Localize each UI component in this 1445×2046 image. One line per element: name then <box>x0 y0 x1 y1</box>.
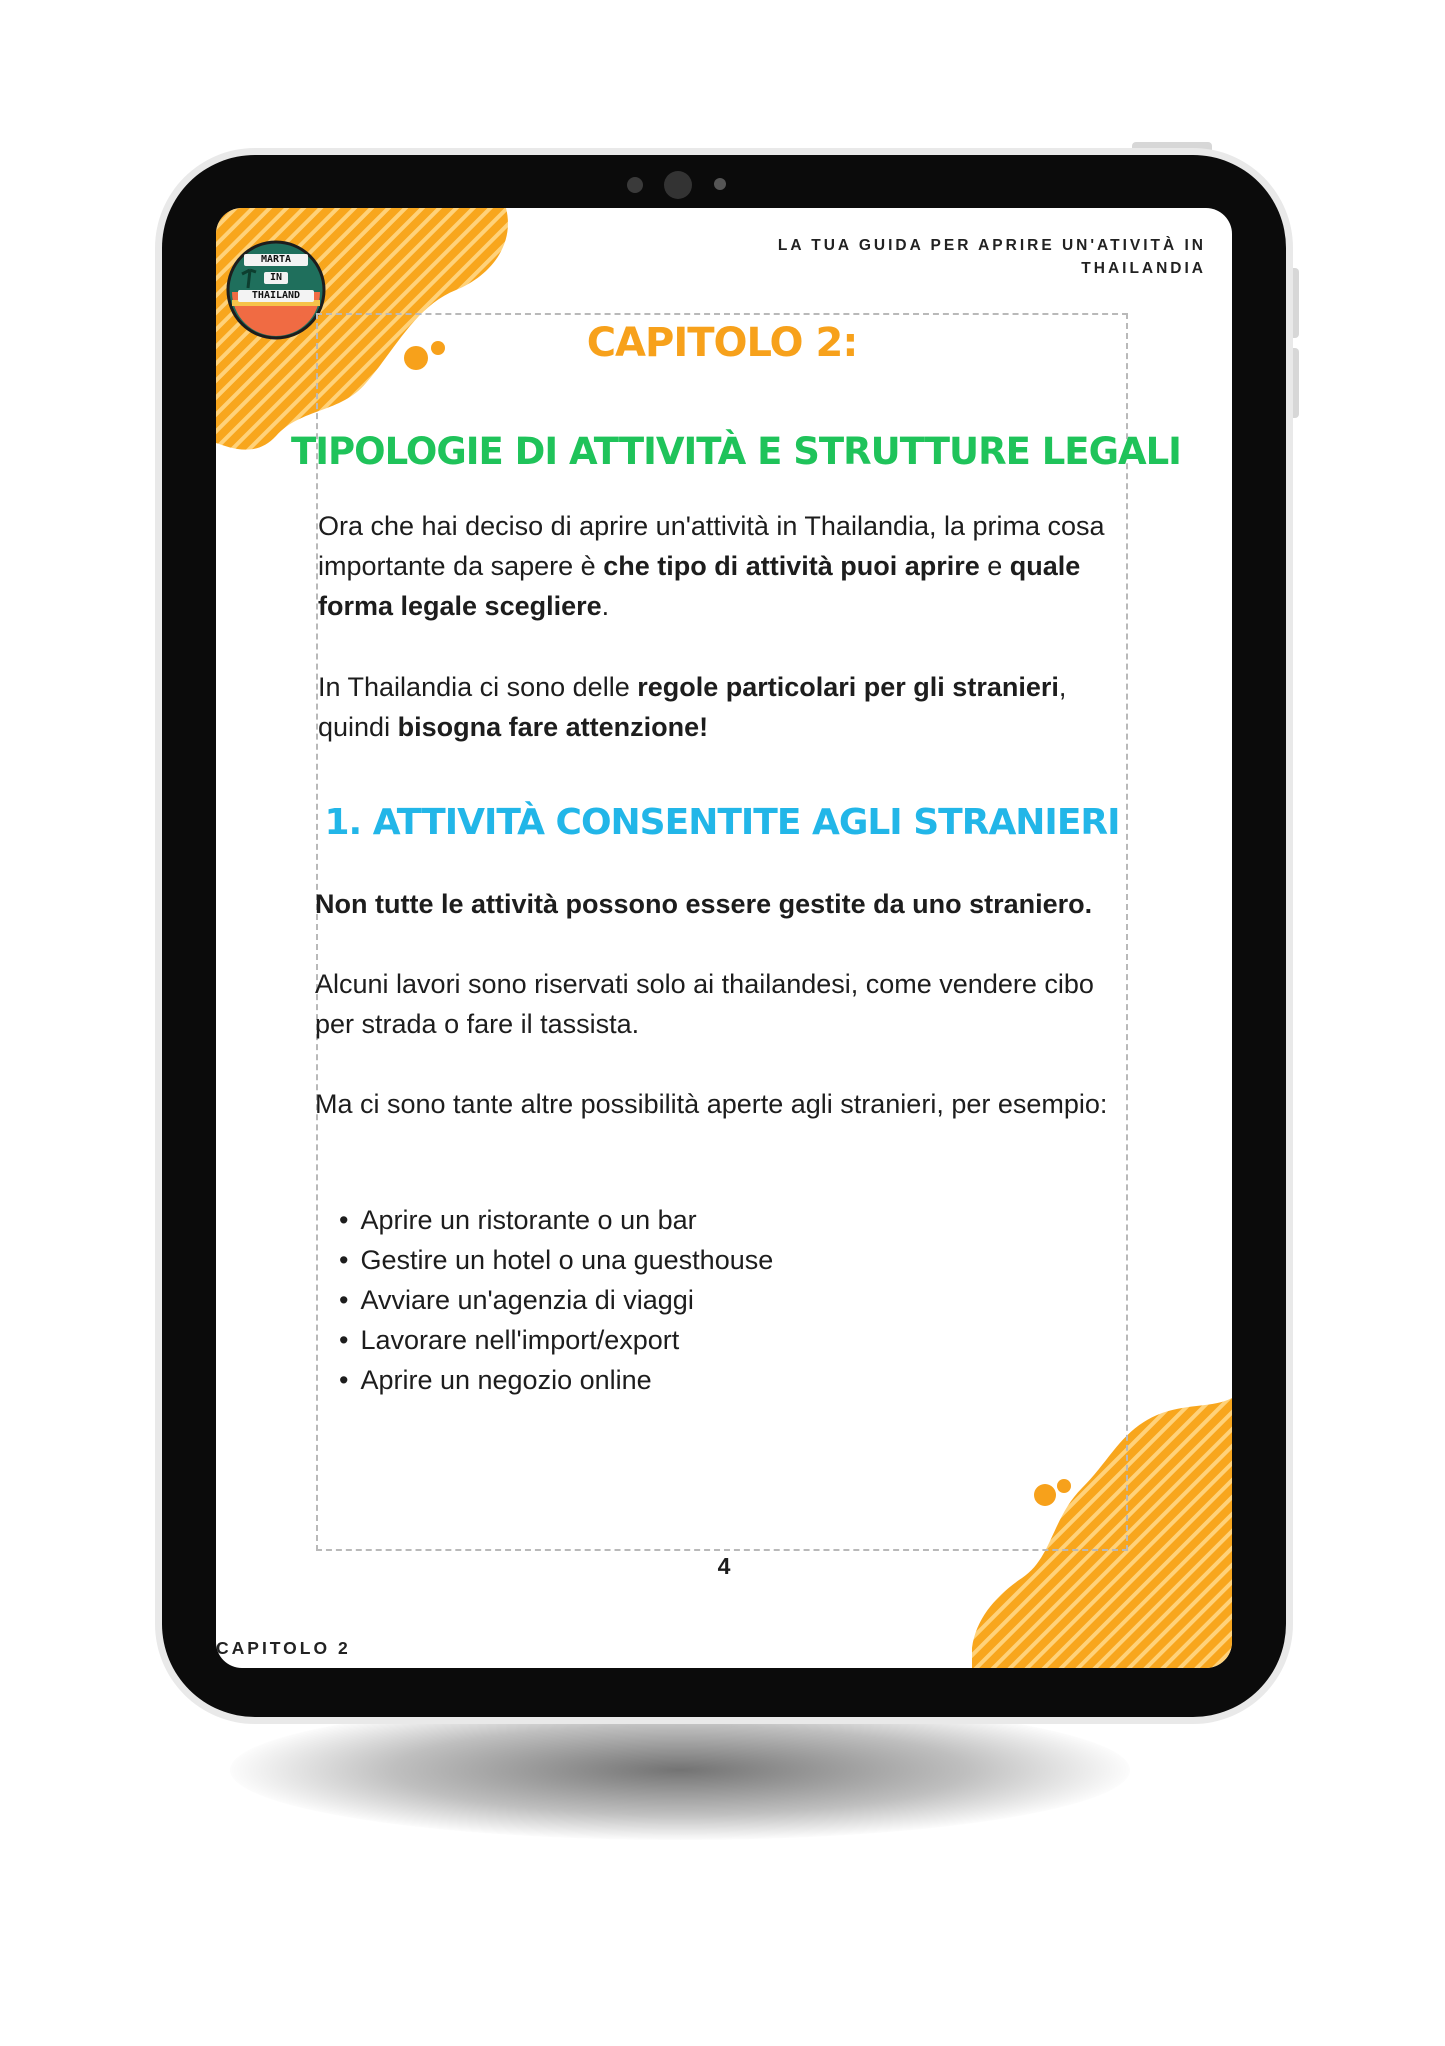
page-number: 4 <box>717 1553 731 1579</box>
chapter-title: CAPITOLO 2: <box>586 320 858 366</box>
list-item: • Lavorare nell'import/export <box>339 1320 773 1360</box>
intro-text: , quindi <box>318 672 1067 742</box>
intro-text: . <box>601 591 610 621</box>
intro-text: Ora che hai deciso di aprire un'attività in Thailandia, la prima cosa importante da sapere è <box>318 511 1105 581</box>
logo-text-marta: MARTA <box>260 254 292 265</box>
list-item: • Aprire un ristorante o un bar <box>339 1200 773 1240</box>
running-header: LA TUA GUIDA PER APRIRE UN'ATIVITÀ IN THAILANDIA <box>777 237 1206 277</box>
section-paragraph-2: Ma ci sono tante altre possibilità aperte agli stranieri, per esempio: <box>315 1089 1108 1119</box>
intro-bold-text: bisogna fare attenzione! <box>397 712 709 742</box>
list-item: • Aprire un negozio online <box>339 1360 773 1400</box>
logo-text-in: IN <box>269 272 283 283</box>
list-item: • Avviare un'agenzia di viaggi <box>339 1280 773 1320</box>
intro-text: In Thailandia ci sono delle <box>318 672 638 702</box>
light-sensor-icon <box>714 178 726 190</box>
logo-text-thailand: THAILAND <box>251 290 301 301</box>
intro-paragraph-1 <box>318 506 1128 626</box>
section-title: 1. ATTIVITÀ CONSENTITE AGLI STRANIERI <box>324 802 1120 843</box>
examples-list <box>339 1200 773 1400</box>
intro-text: e <box>979 551 1010 581</box>
intro-bold-text: regole particolari per gli stranieri <box>637 672 1059 702</box>
list-item: • Gestire un hotel o una guesthouse <box>339 1240 773 1280</box>
section-lead: Non tutte le attività possono essere gestite da uno straniero. <box>315 889 1093 919</box>
intro-bold-text: che tipo di attività puoi aprire <box>603 551 980 581</box>
marta-in-thailand-logo <box>226 240 326 340</box>
ebook-page <box>216 208 1232 1668</box>
camera-icon <box>664 171 692 199</box>
footer-chapter-label: CAPITOLO 2 <box>216 1638 351 1658</box>
chapter-subtitle: TIPOLOGIE DI ATTIVITÀ E STRUTTURE LEGALI <box>291 430 1181 473</box>
intro-bold-text: quale forma legale scegliere <box>318 551 1081 621</box>
sensor-icon <box>627 177 643 193</box>
section-paragraph-1: Alcuni lavori sono riservati solo ai thailandesi, come vendere cibo per strada o fare il tassista. <box>315 969 1094 1039</box>
intro-paragraph-2 <box>318 667 1128 747</box>
